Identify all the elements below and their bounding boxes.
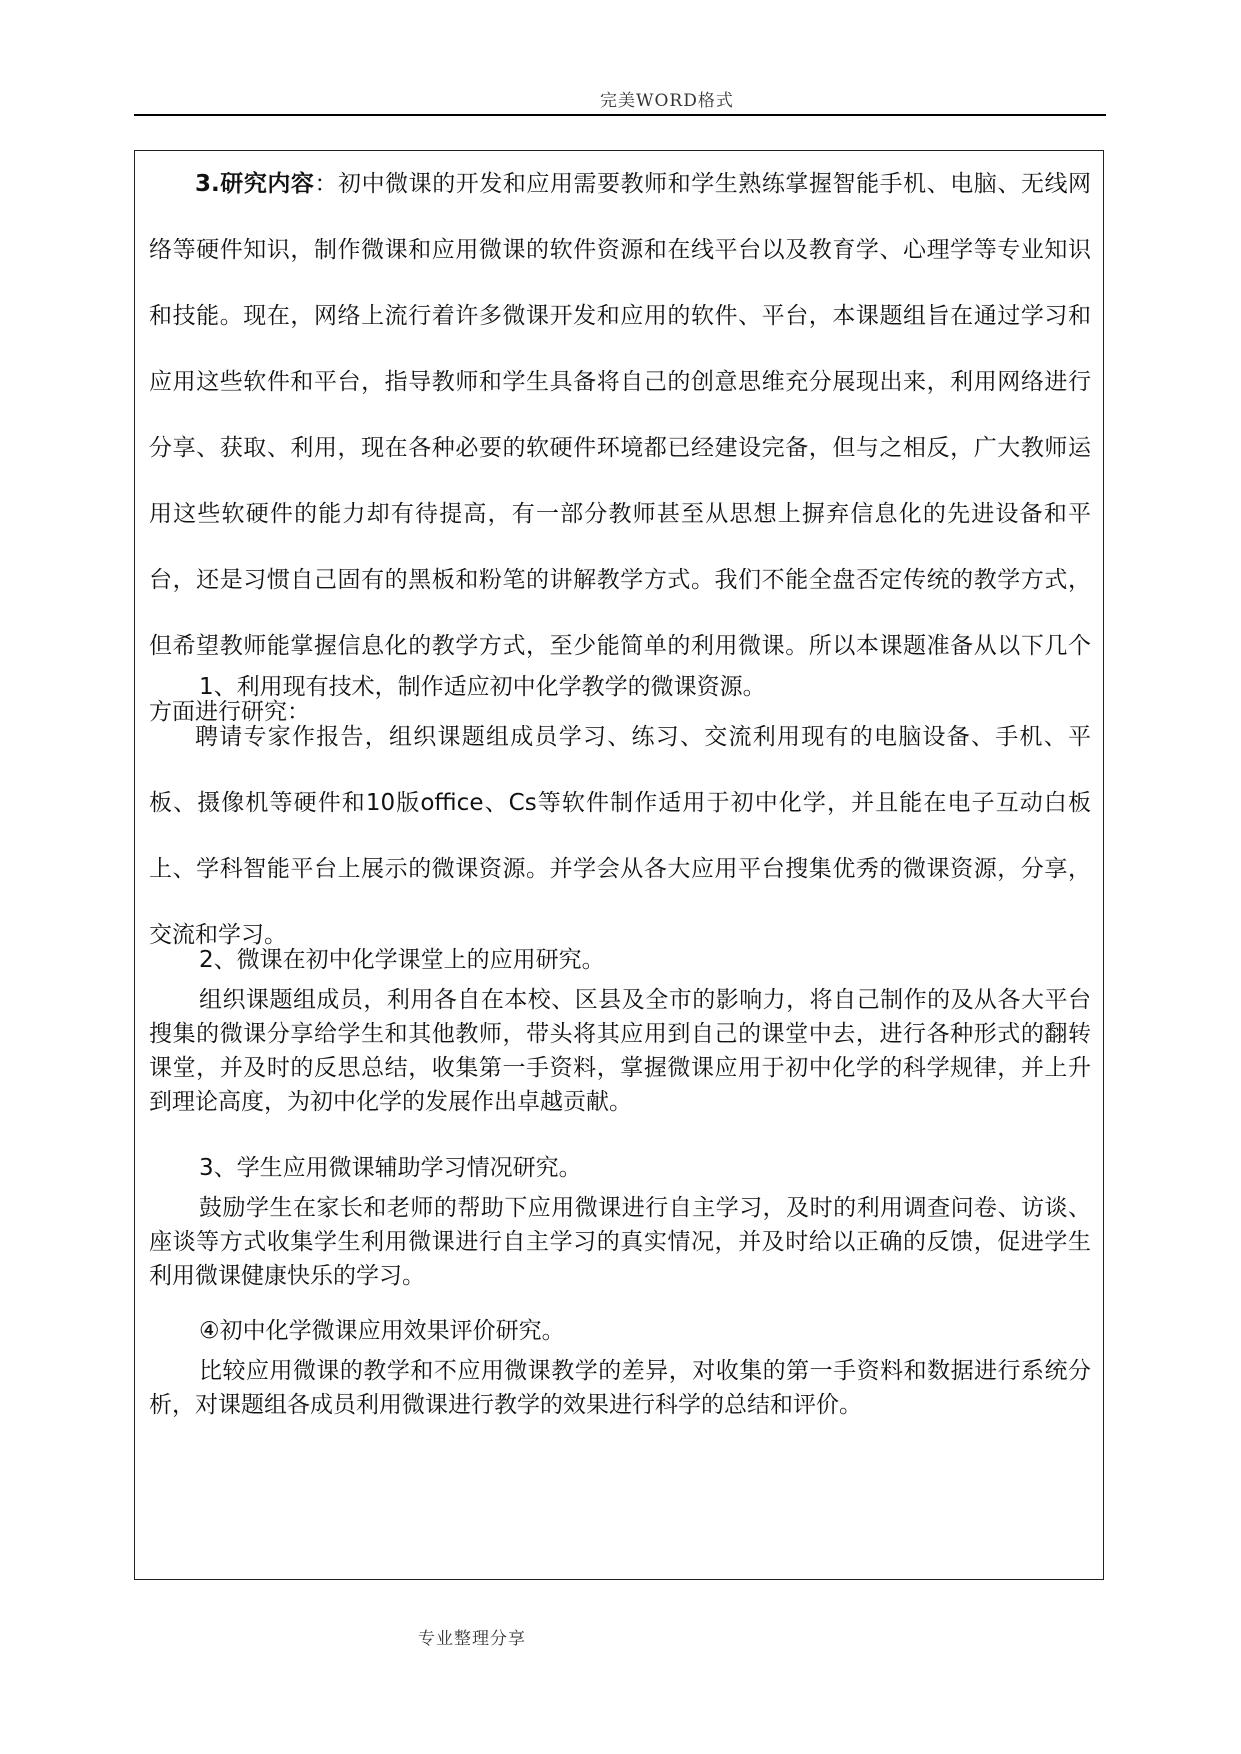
page-header-title: 完美WORD格式 [600,91,734,111]
content-box [134,150,1104,1580]
page-footer-text: 专业整理分享 [418,1629,526,1649]
header-divider [134,114,1106,116]
item-4-title: ④初中化学微课应用效果评价研究。 [199,1318,565,1344]
item-2-title: 2、微课在初中化学课堂上的应用研究。 [199,947,605,973]
section-heading: 3.研究内容 [195,171,315,197]
item-3-title: 3、学生应用微课辅助学习情况研究。 [199,1155,582,1181]
item-1-title: 1、利用现有技术，制作适应初中化学教学的微课资源。 [199,674,766,700]
item-4-body: 比较应用微课的教学和不应用微课教学的差异，对收集的第一手资料和数据进行系统分析，对课题组各成员利用微课进行教学的效果进行科学的总结和评价。 [149,1358,1091,1418]
item-2-body: 组织课题组成员，利用各自在本校、区县及全市的影响力，将自己制作的及从各大平台搜集的微课分享给学生和其他教师，带头将其应用到自己的课堂中去，进行各种形式的翻转课堂，并及时的反思总结，收集第一手资料，掌握微课应用于初中化学的科学规律，并上升到理论高度，为初中化学的发展作出卓越贡献。 [149,987,1091,1115]
item-1-body: 聘请专家作报告，组织课题组成员学习、练习、交流利用现有的电脑设备、手机、平板、摄像机等硬件和10版office、Cs等软件制作适用于初中化学，并且能在电子互动白板上、学科智能平台上展示的微课资源。并学会从各大应用平台搜集优秀的微课资源，分享，交流和学习。 [149,724,1091,948]
item-3-body: 鼓励学生在家长和老师的帮助下应用微课进行自主学习，及时的利用调查问卷、访谈、座谈等方式收集学生利用微课进行自主学习的真实情况，并及时给以正确的反馈，促进学生利用微课健康快乐的学习。 [149,1195,1091,1289]
section-intro-text: ：初中微课的开发和应用需要教师和学生熟练掌握智能手机、电脑、无线网络等硬件知识，制作微课和应用微课的软件资源和在线平台以及教育学、心理学等专业知识和技能。现在，网络上流行着许多微课开发和应用的软件、平台，本课题组旨在通过学习和应用这些软件和平台，指导教师和学生具备将自己的创意思维充分展现出来，利用网络进行分享、获取、利用，现在各种必要的软硬件环境都已经建设完备，但与之相反，广大教师运用这些软硬件的能力却有待提高，有一部分教师甚至从思想上摒弃信息化的先进设备和平台，还是习惯自己固有的黑板和粉笔的讲解教学方式。我们不能全盘否定传统的教学方式，但希望教师能掌握信息化的教学方式，至少能简单的利用微课。所以本课题准备从以下几个方面进行研究： [149,171,1091,725]
